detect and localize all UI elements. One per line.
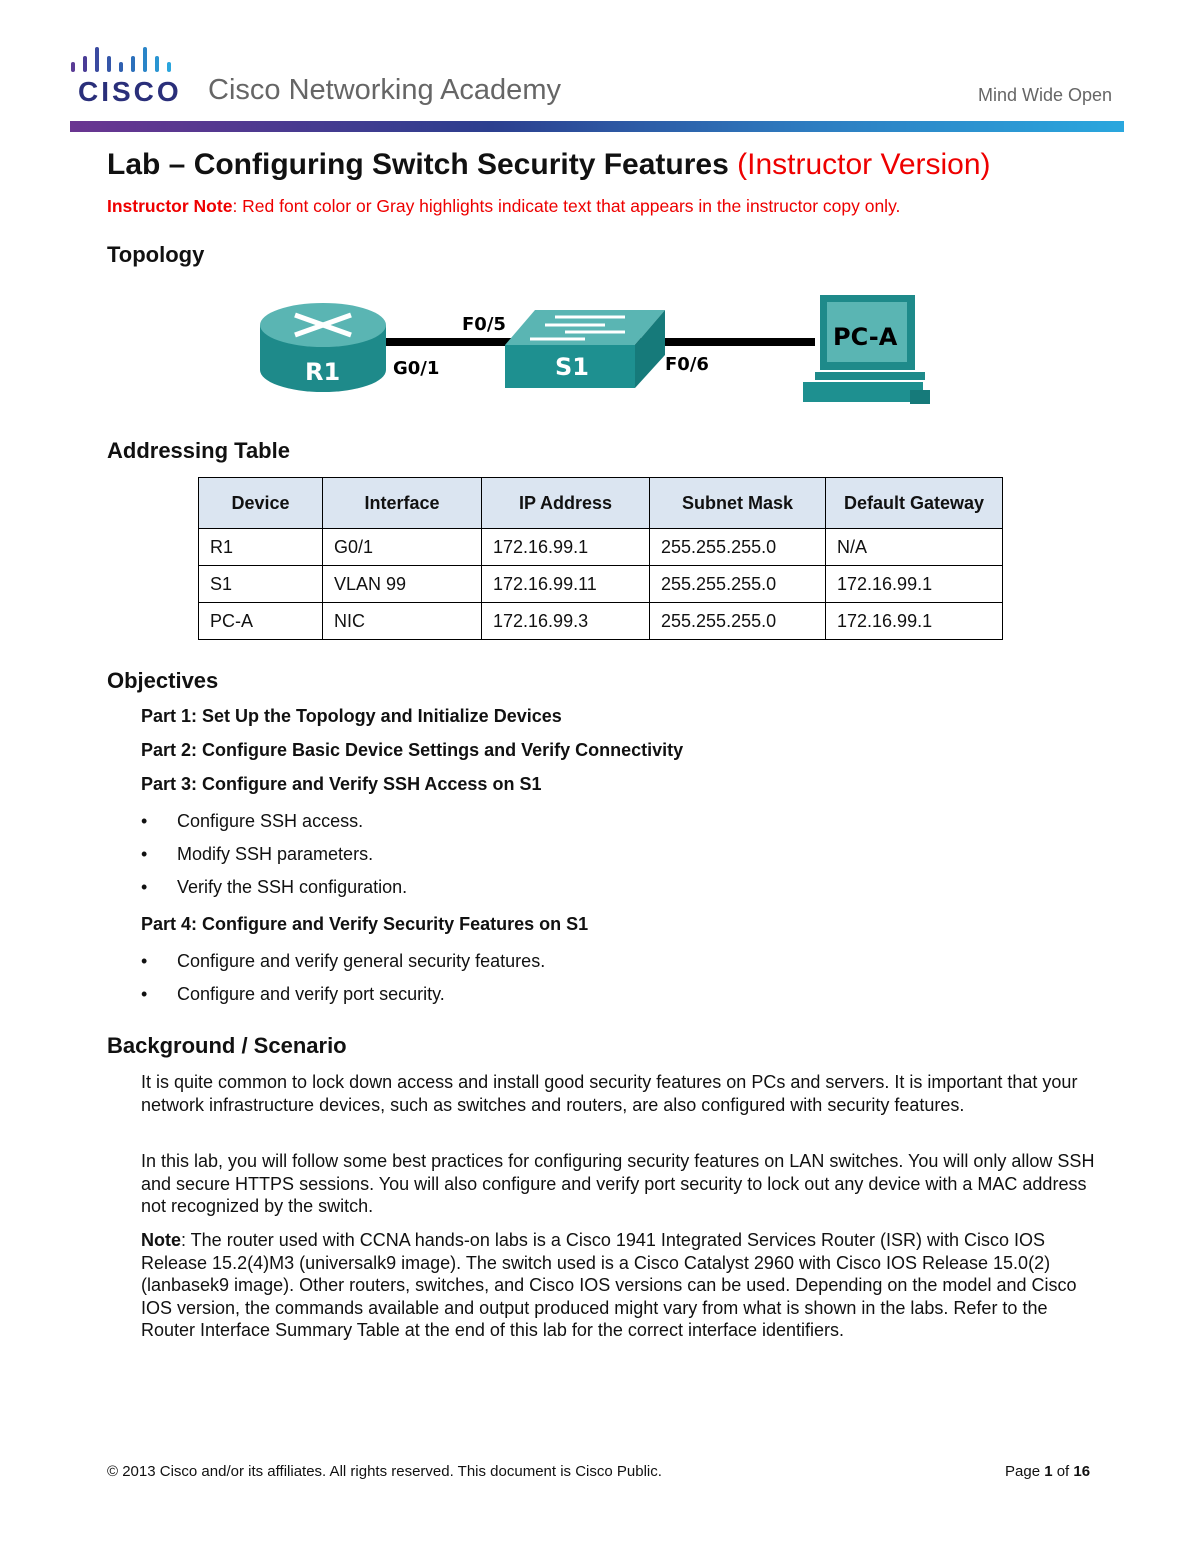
title-suffix: (Instructor Version) (737, 148, 991, 181)
cell: 172.16.99.1 (826, 603, 1003, 640)
bullet-item: • Configure SSH access. (141, 811, 364, 831)
cell: 255.255.255.0 (650, 603, 826, 640)
column-header: IP Address (482, 478, 650, 529)
background-paragraph-1: It is quite common to lock down access and install good security features on PCs and servers. It is important that your network infrastructure devices, such as switches and routers, are also configured with security features. (141, 1072, 1078, 1115)
objectives-heading: Objectives (107, 668, 219, 693)
pc-icon (803, 295, 930, 404)
cell: 255.255.255.0 (650, 566, 826, 603)
column-header: Interface (323, 478, 482, 529)
header-band (70, 121, 1124, 132)
page-title (107, 148, 991, 182)
cell: 172.16.99.1 (482, 529, 650, 566)
cell: R1 (199, 529, 323, 566)
cell: G0/1 (323, 529, 482, 566)
router-icon (260, 303, 386, 392)
cell: 172.16.99.11 (482, 566, 650, 603)
bullet-item: • Modify SSH parameters. (141, 844, 374, 864)
cell: N/A (826, 529, 1003, 566)
tagline: Mind Wide Open (978, 85, 1113, 105)
objective-part-1: Part 1: Set Up the Topology and Initialize Devices (141, 706, 562, 726)
bullet-item: • Configure and verify port security. (141, 984, 445, 1004)
cell: VLAN 99 (323, 566, 482, 603)
bullet-item: • Verify the SSH configuration. (141, 877, 408, 897)
instructor-note-label: Instructor Note (107, 196, 233, 216)
column-header: Device (199, 478, 323, 529)
addressing-heading: Addressing Table (107, 438, 290, 463)
table-row (199, 566, 1003, 603)
objective-part-4: Part 4: Configure and Verify Security Features on S1 (141, 914, 589, 934)
table-row (199, 603, 1003, 640)
addressing-table (198, 477, 1003, 640)
g01-label: G0/1 (393, 358, 440, 379)
column-header: Default Gateway (826, 478, 1003, 529)
cell: 255.255.255.0 (650, 529, 826, 566)
f05-label: F0/5 (462, 314, 506, 335)
cell: 172.16.99.3 (482, 603, 650, 640)
r1-label: R1 (305, 358, 341, 386)
column-header: Subnet Mask (650, 478, 826, 529)
background-paragraph-2: In this lab, you will follow some best practices for configuring security features on LAN switches. You will only allow SSH and secure HTTPS sessions. You will also configure and verify port security to lock out any device with a MAC address not recognized by the switch. (141, 1151, 1095, 1217)
s1-label: S1 (555, 353, 589, 381)
instructor-note (107, 196, 900, 217)
objective-part-3: Part 3: Configure and Verify SSH Access on S1 (141, 774, 542, 794)
objective-part-2: Part 2: Configure Basic Device Settings and Verify Connectivity (141, 740, 684, 760)
cell: 172.16.99.1 (826, 566, 1003, 603)
topology-diagram (255, 290, 955, 415)
topology-heading: Topology (107, 242, 205, 267)
cell: NIC (323, 603, 482, 640)
title-main: Lab – Configuring Switch Security Features (107, 148, 729, 181)
note-label: Note (141, 1230, 181, 1250)
cell: PC-A (199, 603, 323, 640)
cisco-logo-bars-icon (70, 46, 180, 76)
table-header-row (199, 478, 1003, 529)
switch-icon (505, 310, 665, 388)
cisco-logo-text: CISCO (78, 76, 182, 107)
bullet-item: • Configure and verify general security features. (141, 951, 546, 971)
cell: S1 (199, 566, 323, 603)
footer-copyright: © 2013 Cisco and/or its affiliates. All rights reserved. This document is Cisco Public. (107, 1463, 662, 1480)
table-row (199, 529, 1003, 566)
note-text: : The router used with CCNA hands-on labs is a Cisco 1941 Integrated Services Router (ISR) with Cisco IOS Release 15.2(4)M3 (universalk9 image). The switch used is a Cisco Catalyst 2960 with Cisco IOS Release 15.0(2) (lanbasek9 image). Other routers, switches, and Cisco IOS versions can be used. Depending on the model and Cisco IOS version, the commands available and output produced might vary from what is shown in the labs. Refer to the Router Interface Summary Table at the end of this lab for the correct interface identifiers. (141, 1230, 1077, 1341)
f06-label: F0/6 (665, 354, 709, 375)
footer-page-number: Page 1 of 16 (1005, 1463, 1091, 1480)
background-heading: Background / Scenario (107, 1033, 347, 1058)
academy-name: Cisco Networking Academy (208, 74, 561, 106)
background-note (141, 1229, 1101, 1342)
instructor-note-text: : Red font color or Gray highlights indicate text that appears in the instructor copy only. (232, 196, 901, 216)
pca-label: PC-A (833, 323, 898, 351)
